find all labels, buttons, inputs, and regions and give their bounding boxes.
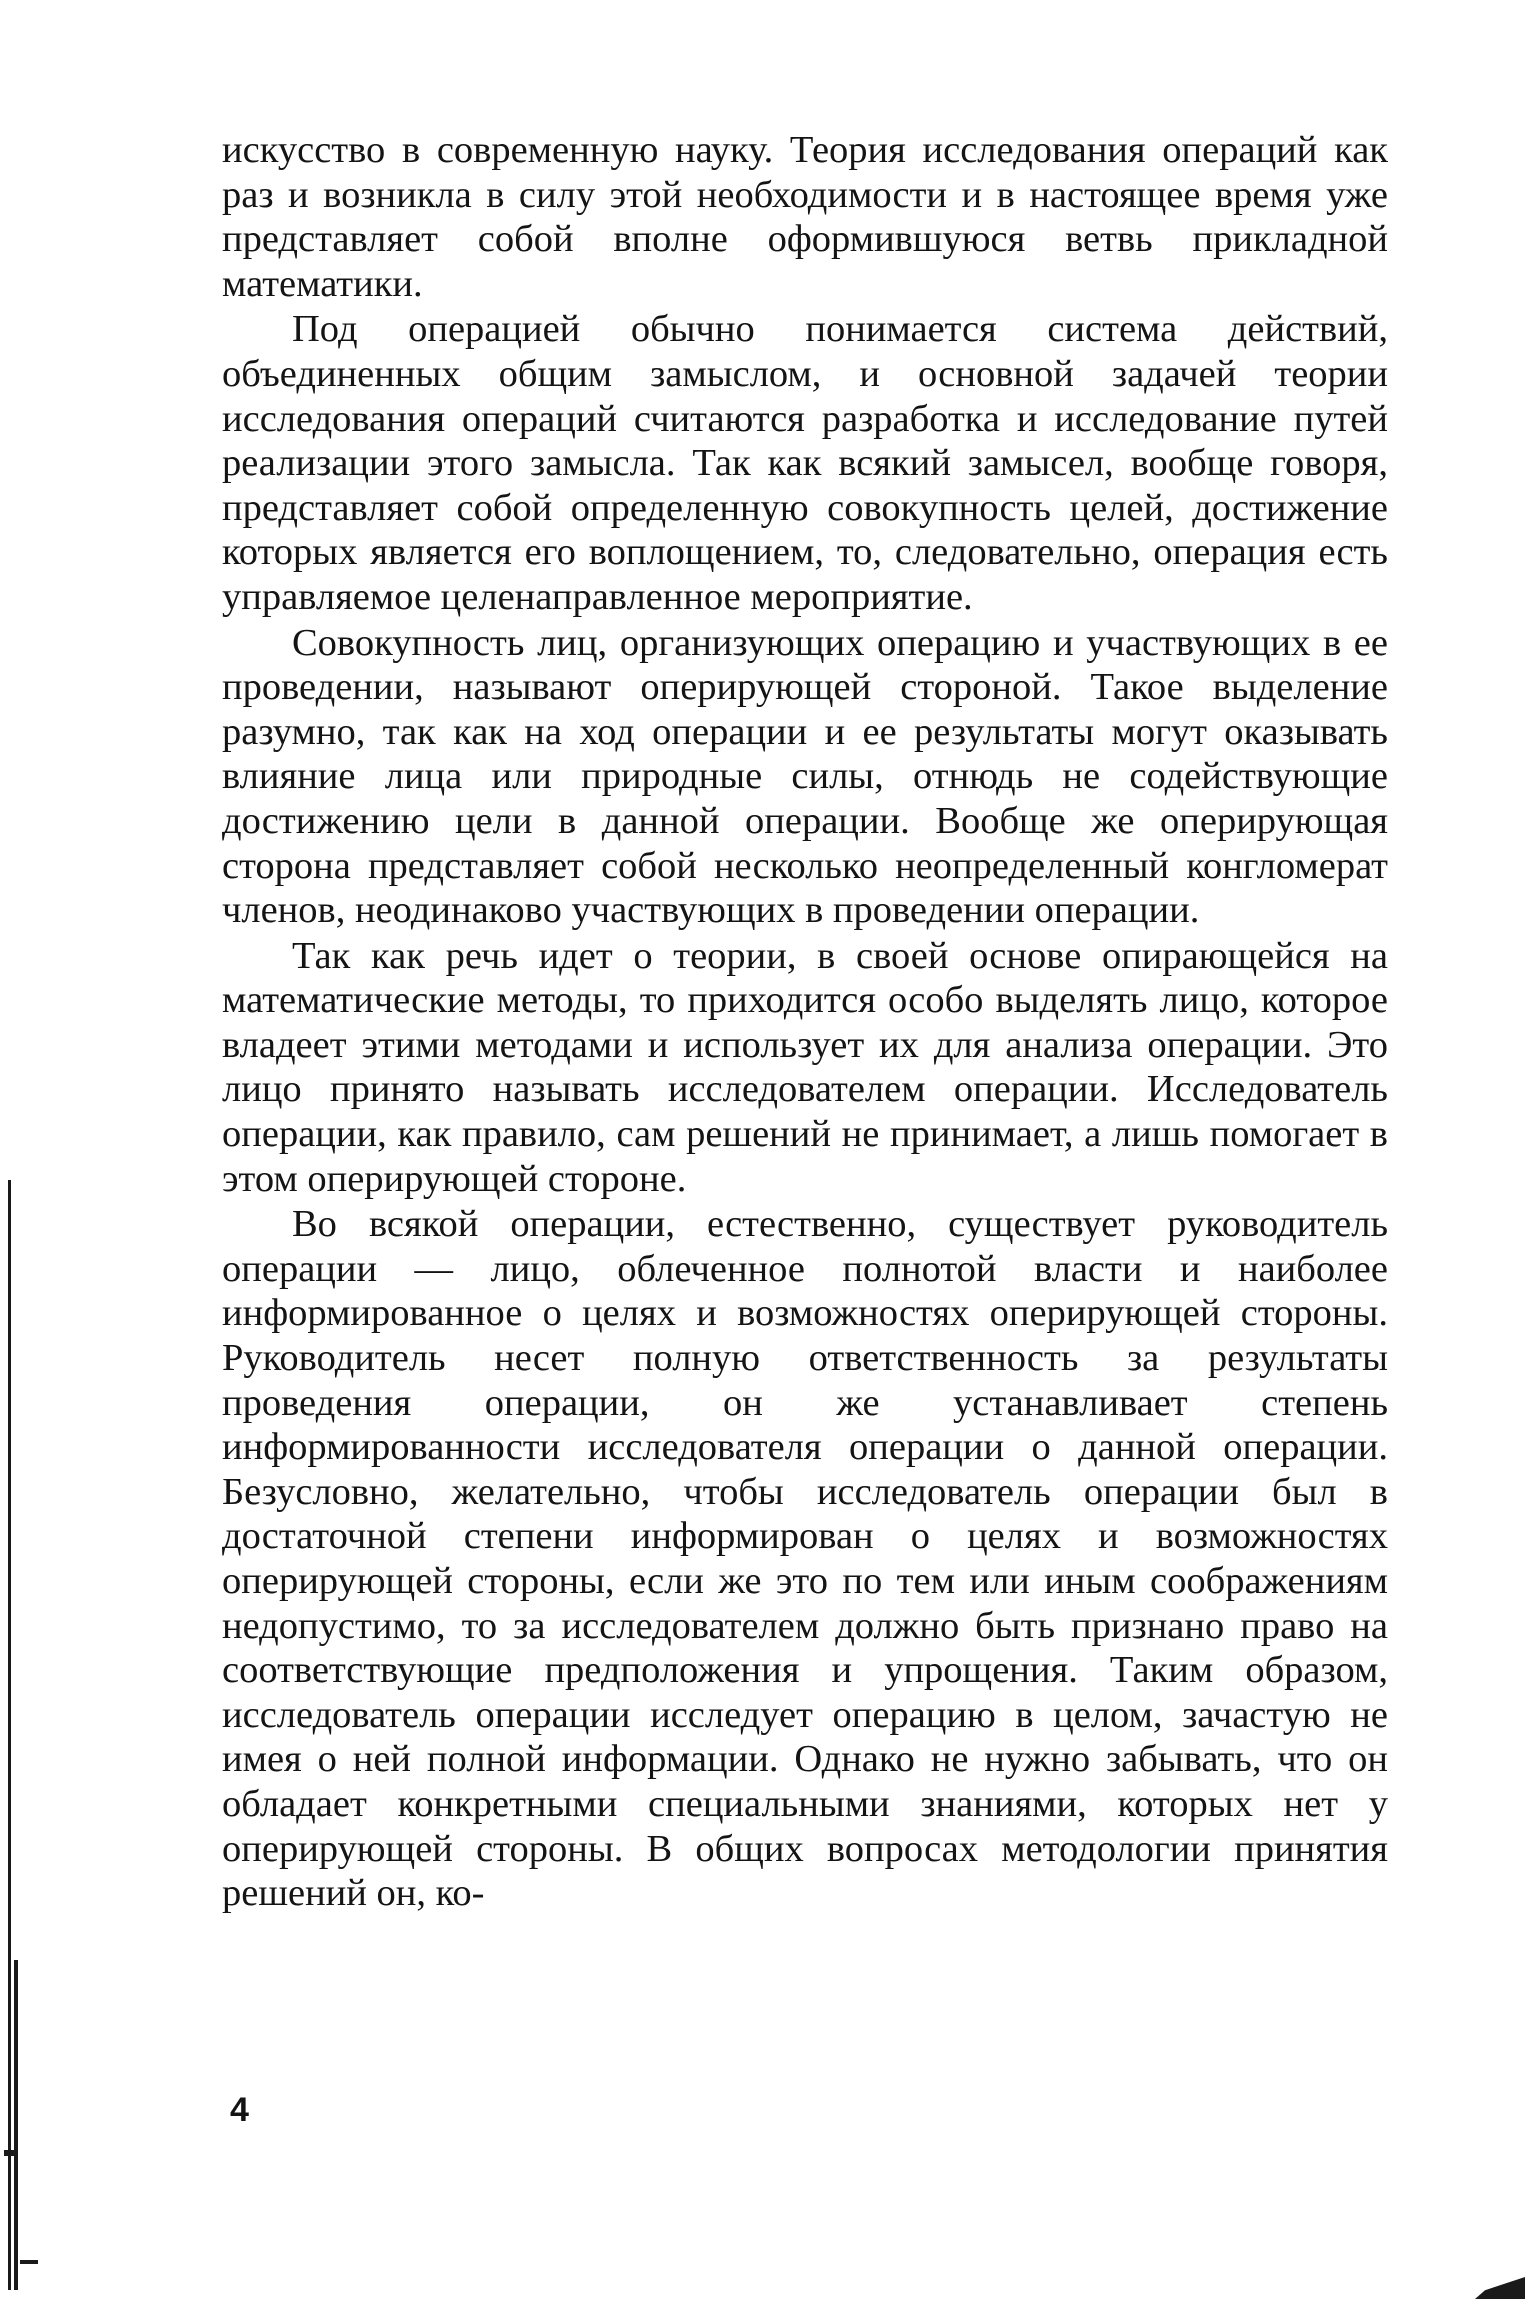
paragraph-1: искусство в современную науку. Теория исследования операций как раз и возникла в силу этой необходимости и в настоящее время уже представляет собой вполне оформившуюся ветвь прикладной математики. xyxy=(222,129,1388,305)
paragraph-3: Совокупность лиц, организующих операцию и участвующих в ее проведении, называют оперирующей стороной. Такое выделение разумно, так как на ход операции и ее результаты могут оказывать влияние лица или природные силы, отнюдь не содействующие достижению цели в данной операции. Вообще же оперирующая сторона представляет собой несколько неопределенный конгломерат членов, неодинаково участвующих в проведении операции. xyxy=(222,621,1388,932)
paragraph-5: Во всякой операции, естественно, существует руководитель операции — лицо, облеченное полнотой власти и наиболее информированное о целях и возможностях оперирующей стороны. Руководитель несет полную ответственность за результаты проведения операции, он же устанавливает степень информированности исследователя операции о данной операции. Безусловно, желательно, чтобы исследователь операции был в достаточной степени информирован о целях и возможностях оперирующей стороны, если же это по тем или иным соображениям недопустимо, то за исследователем должно быть признано право на соответствующие предположения и упрощения. Таким образом, исследователь операции исследует операцию в целом, зачастую не имея о ней полной информации. Однако не нужно забывать, что он обладает конкретными специальными знаниями, которых нет у оперирующей стороны. В общих вопросах методологии принятия решений он, ко- xyxy=(222,1203,1388,1915)
page-number: 4 xyxy=(230,2091,249,2129)
paragraph-2: Под операцией обычно понимается система действий, объединенных общим замыслом, и основной задачей теории исследования операций считаются разработка и исследование путей реализации этого замысла. Так как всякий замысел, вообще говоря, представляет собой определенную совокупность целей, достижение которых является его воплощением, то, следовательно, операция есть управляемое целенаправленное мероприятие. xyxy=(222,308,1388,618)
body-text xyxy=(222,128,1388,1917)
scan-corner-mark xyxy=(1475,2277,1525,2299)
paragraph-4: Так как речь идет о теории, в своей основе опирающейся на математические методы, то приходится особо выделять лицо, которое владеет этими методами и использует их для анализа операции. Это лицо принято называть исследователем операции. Исследователь операции, как правило, сам решений не принимает, а лишь помогает в этом оперирующей стороне. xyxy=(222,934,1388,1200)
page-binding-edge xyxy=(0,0,38,2299)
